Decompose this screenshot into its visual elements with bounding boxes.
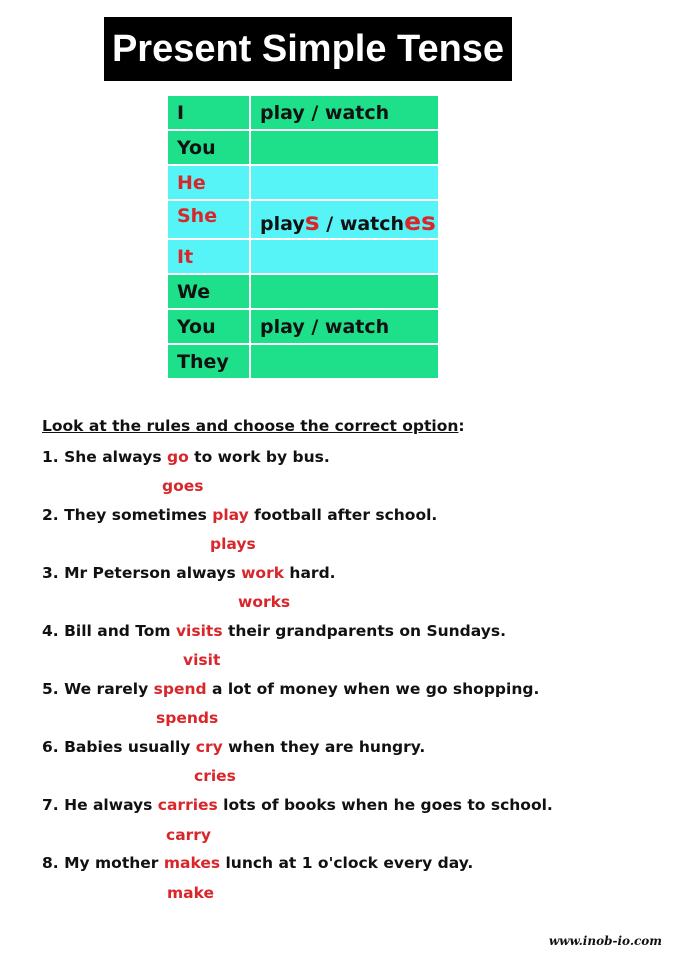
question-5 <box>42 680 539 698</box>
table-row <box>167 344 439 379</box>
table-row <box>167 239 439 274</box>
option-2[interactable]: visit <box>183 651 221 669</box>
question-text: Bill and Tom <box>64 622 176 640</box>
option-1[interactable]: play <box>212 506 249 524</box>
verb-cell <box>250 344 439 379</box>
option-2[interactable]: make <box>167 884 215 902</box>
question-8 <box>42 854 473 872</box>
question-text: to work by bus. <box>188 448 330 466</box>
pronoun-cell: I <box>167 95 250 130</box>
option-2[interactable]: plays <box>210 535 256 553</box>
option-2[interactable]: goes <box>162 477 204 495</box>
question-text: Mr Peterson always <box>64 564 242 582</box>
verb-separator: / <box>319 213 340 235</box>
question-number: 3. <box>42 564 59 582</box>
option-1[interactable]: spend <box>153 680 207 698</box>
verb-cell-third-person <box>250 200 439 239</box>
question-number: 1. <box>42 448 59 466</box>
conjugation-table <box>166 94 440 380</box>
question-text: a lot of money when we go shopping. <box>206 680 540 698</box>
question-text: Babies usually <box>64 738 196 756</box>
option-1[interactable]: carries <box>157 796 218 814</box>
question-number: 7. <box>42 796 59 814</box>
question-text: He always <box>64 796 158 814</box>
verb-suffix: s <box>304 207 320 236</box>
instruction-text: Look at the rules and choose the correct option <box>42 417 459 435</box>
question-1 <box>42 448 330 466</box>
verb-cell: play / watch <box>250 95 439 130</box>
option-1[interactable]: work <box>241 564 285 582</box>
question-number: 4. <box>42 622 59 640</box>
question-text: They sometimes <box>64 506 213 524</box>
verb-cell <box>250 239 439 274</box>
instruction-colon: : <box>458 417 465 435</box>
pronoun-cell: They <box>167 344 250 379</box>
pronoun-cell: You <box>167 309 250 344</box>
question-number: 5. <box>42 680 59 698</box>
table-row <box>167 165 439 200</box>
verb-cell <box>250 165 439 200</box>
option-1[interactable]: go <box>167 448 189 466</box>
question-text: She always <box>64 448 168 466</box>
option-1[interactable]: visits <box>175 622 223 640</box>
question-3 <box>42 564 336 582</box>
pronoun-cell: It <box>167 239 250 274</box>
verb-base: play <box>260 213 305 235</box>
table-row <box>167 95 439 130</box>
table-row <box>167 309 439 344</box>
verb-base: watch <box>339 213 405 235</box>
instruction <box>42 417 465 435</box>
question-text: hard. <box>284 564 336 582</box>
question-text: their grandparents on Sundays. <box>222 622 506 640</box>
option-2[interactable]: works <box>238 593 291 611</box>
question-7 <box>42 796 553 814</box>
verb-suffix: es <box>404 207 436 236</box>
verb-cell: play / watch <box>250 309 439 344</box>
question-text: lunch at 1 o'clock every day. <box>220 854 474 872</box>
question-number: 2. <box>42 506 59 524</box>
question-6 <box>42 738 425 756</box>
table-row <box>167 200 439 239</box>
verb-cell <box>250 274 439 309</box>
question-text: We rarely <box>64 680 154 698</box>
question-number: 8. <box>42 854 59 872</box>
option-1[interactable]: makes <box>163 854 221 872</box>
question-text: lots of books when he goes to school. <box>217 796 553 814</box>
page-title: Present Simple Tense <box>104 17 512 81</box>
option-2[interactable]: carry <box>166 826 212 844</box>
table-row <box>167 274 439 309</box>
pronoun-cell: You <box>167 130 250 165</box>
pronoun-cell: He <box>167 165 250 200</box>
question-text: My mother <box>64 854 164 872</box>
question-number: 6. <box>42 738 59 756</box>
pronoun-cell: She <box>167 200 250 239</box>
question-2 <box>42 506 437 524</box>
question-text: when they are hungry. <box>222 738 426 756</box>
option-2[interactable]: spends <box>156 709 219 727</box>
option-1[interactable]: cry <box>195 738 223 756</box>
watermark: www.inob-io.com <box>548 934 662 948</box>
option-2[interactable]: cries <box>194 767 236 785</box>
question-4 <box>42 622 506 640</box>
pronoun-cell: We <box>167 274 250 309</box>
verb-cell <box>250 130 439 165</box>
question-text: football after school. <box>248 506 438 524</box>
table-row <box>167 130 439 165</box>
